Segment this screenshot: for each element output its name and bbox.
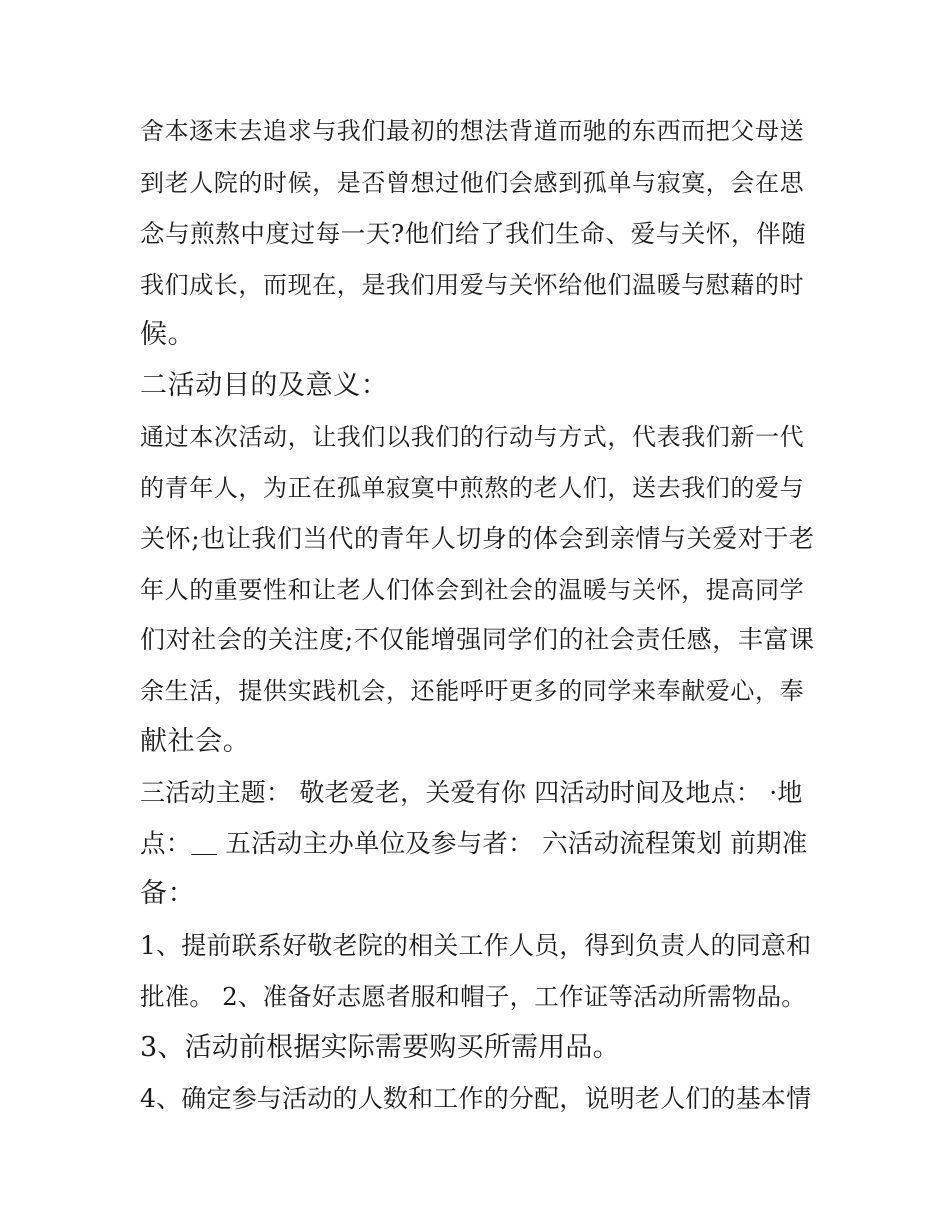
text-line: 点：＿ 五活动主办单位及参与者： 六活动流程策划 前期准: [140, 829, 808, 859]
text-line: 舍本逐末去追求与我们最初的想法背道而驰的东西而把父母送: [140, 117, 805, 145]
section-heading: 二活动目的及意义：: [140, 370, 389, 401]
text-line: 三活动主题： 敬老爱老，关爱有你 四活动时间及地点： ·地: [140, 778, 803, 807]
text-line: 我们成长，而现在，是我们用爱与关怀给他们温暖与慰藉的时: [140, 271, 805, 299]
text-line: 备：: [140, 878, 196, 909]
list-item: 4、确定参与活动的人数和工作的分配，说明老人们的基本情: [140, 1084, 812, 1113]
text-line: 们对社会的关注度;不仅能增强同学们的社会责任感，丰富课: [140, 625, 815, 654]
list-item: 批准。 2、准备好志愿者服和帽子，工作证等活动所需物品。: [140, 982, 806, 1011]
text-line: 候。: [140, 319, 196, 350]
text-line: 余生活，提供实践机会，还能呼吁更多的同学来奉献爱心，奉: [140, 677, 805, 705]
list-item: 3、活动前根据实际需要购买所需用品。: [140, 1032, 620, 1063]
list-item: 1、提前联系好敬老院的相关工作人员，得到负责人的同意和: [140, 931, 812, 960]
text-line: 关怀;也让我们当代的青年人切身的体会到亲情与关爱对于老: [140, 524, 815, 553]
text-line: 年人的重要性和让老人们体会到社会的温暖与关怀，提高同学: [140, 576, 805, 604]
text-line: 的青年人，为正在孤单寂寞中煎熬的老人们，送去我们的爱与: [140, 474, 805, 502]
text-line: 到老人院的时候，是否曾想过他们会感到孤单与寂寞，会在思: [140, 169, 805, 197]
text-line: 献社会。: [140, 726, 251, 757]
text-line: 通过本次活动，让我们以我们的行动与方式，代表我们新一代: [140, 423, 805, 451]
text-line: 念与煎熬中度过每一天?他们给了我们生命、爱与关怀，伴随: [140, 219, 807, 248]
